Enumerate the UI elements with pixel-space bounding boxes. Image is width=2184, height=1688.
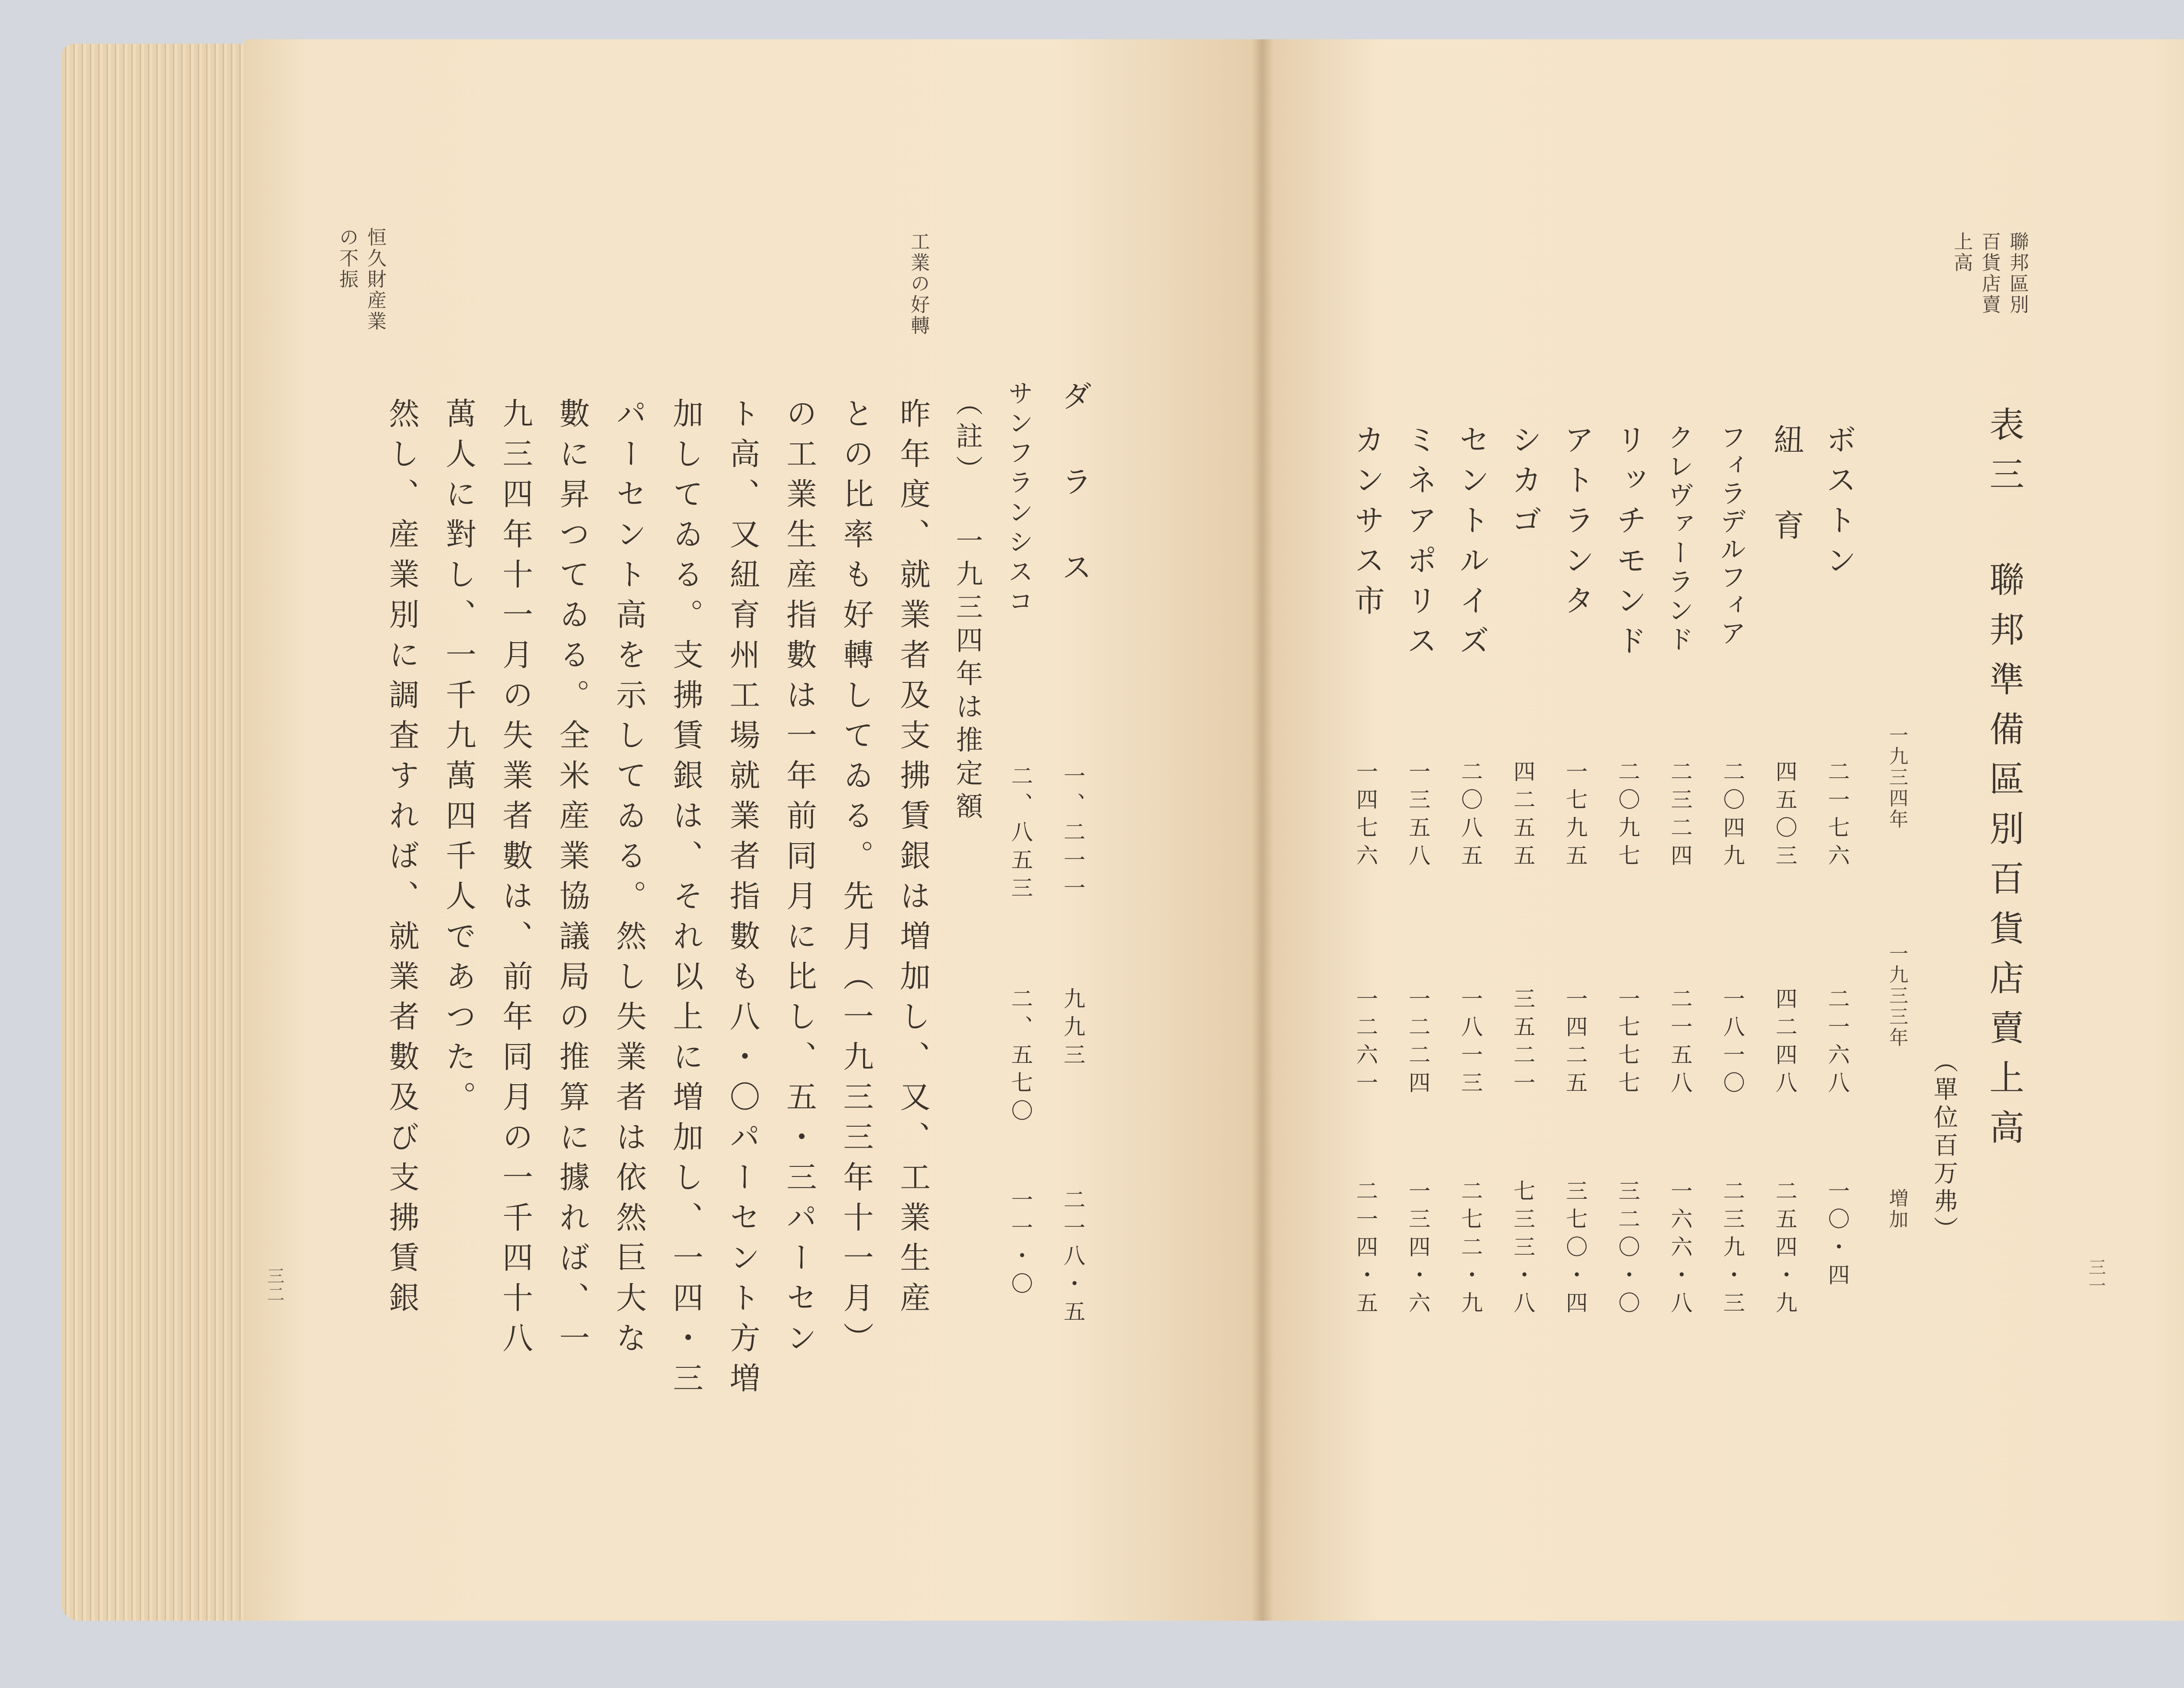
left-row-1-city: ダ ラ ス xyxy=(1057,380,1092,591)
row-7-1934: 四二五五 xyxy=(1510,760,1535,872)
body-line-1: 昨年度、就業者及支拂賃銀は増加し、又、工業生産 xyxy=(895,398,931,1322)
row-10-1933: 一二六一 xyxy=(1353,987,1378,1099)
table-title: 表三 聯邦準備區別百貨店賣上高 xyxy=(1984,406,2024,1159)
row-5-city: リッチモンド xyxy=(1611,424,1647,665)
row-6-increase: 三七〇・四 xyxy=(1562,1180,1588,1319)
row-7-increase: 七三三・八 xyxy=(1510,1180,1535,1319)
row-3-increase: 二三九・三 xyxy=(1720,1180,1745,1319)
row-2-1933: 四二四八 xyxy=(1772,987,1797,1099)
body-line-5: 加してゐる。支拂賃銀は、それ以上に増加し、一四・三 xyxy=(668,398,704,1402)
row-1-1933: 二一六八 xyxy=(1825,987,1850,1099)
left-note: （註） 一九三四年は推定額 xyxy=(951,389,983,825)
row-1-1934: 二一七六 xyxy=(1825,760,1850,872)
left-row-2-increase: 一一・〇 xyxy=(1008,1188,1033,1300)
row-8-1934: 二〇八五 xyxy=(1458,760,1483,872)
row-9-1934: 一三五八 xyxy=(1405,760,1431,872)
left-page-block-edge xyxy=(61,44,253,1621)
row-5-1933: 一七七七 xyxy=(1615,987,1640,1099)
row-8-increase: 二七二・九 xyxy=(1458,1180,1483,1319)
body-line-6: パーセント高を示してゐる。然し失業者は依然巨大な xyxy=(611,398,647,1362)
body-line-3: の工業生産指數は一年前同月に比し、五・三パーセン xyxy=(781,398,817,1362)
row-4-city: クレヴァーランド xyxy=(1663,424,1694,654)
row-6-1933: 一四二五 xyxy=(1562,987,1588,1099)
body-line-10: 然し、産業別に調査すれば、就業者數及び支拂賃銀 xyxy=(384,398,420,1322)
table-unit: （單位百万弗） xyxy=(1930,1048,1958,1244)
row-9-1933: 一二二四 xyxy=(1405,987,1431,1099)
row-3-1934: 二〇四九 xyxy=(1720,760,1745,872)
left-row-2-1933: 二、五七〇 xyxy=(1008,987,1033,1127)
row-4-increase: 一六六・八 xyxy=(1667,1180,1693,1319)
open-book xyxy=(61,26,2184,1651)
row-9-increase: 一三四・六 xyxy=(1405,1180,1431,1319)
right-page-number: 三一 xyxy=(2086,1258,2106,1295)
row-1-city: ボストン xyxy=(1821,424,1857,585)
left-page-number: 三二 xyxy=(264,1267,284,1304)
row-9-city: ミネアポリス xyxy=(1402,424,1438,665)
row-3-1933: 一八一〇 xyxy=(1720,987,1745,1099)
left-row-2-city: サンフランシスコ xyxy=(1004,380,1033,618)
header-1933: 一九三三年 xyxy=(1886,944,1908,1048)
body-line-7: 數に昇つてゐる。全米産業協議局の推算に據れば、一 xyxy=(554,398,590,1362)
row-10-increase: 二一四・五 xyxy=(1353,1180,1378,1319)
row-6-city: アトランタ xyxy=(1559,424,1595,625)
row-2-increase: 二五四・九 xyxy=(1772,1180,1797,1319)
row-8-1933: 一八一三 xyxy=(1458,987,1483,1099)
left-row-1-increase: 二一八・五 xyxy=(1060,1188,1085,1328)
header-1934: 一九三四年 xyxy=(1886,725,1908,830)
row-4-1934: 二三二四 xyxy=(1667,760,1693,872)
row-3-city: フィラデルフィア xyxy=(1716,424,1746,647)
row-1-increase: 一〇・四 xyxy=(1825,1180,1850,1291)
row-8-city: セントルイズ xyxy=(1454,424,1490,665)
left-row-1-1934: 一、二一一 xyxy=(1060,764,1085,904)
margin-note-durable-goods: 恒久財産業の不振 xyxy=(336,227,386,332)
body-line-2: との比率も好轉してゐる。先月（一九三三年十一月） xyxy=(838,398,874,1362)
body-line-4: ト高、又紐育州工場就業者指數も八・〇パーセント方増 xyxy=(725,398,760,1402)
row-6-1934: 一七九五 xyxy=(1562,760,1588,872)
row-4-1933: 二一五八 xyxy=(1667,987,1693,1099)
row-2-city: 紐 育 xyxy=(1769,424,1804,550)
row-7-1933: 三五二一 xyxy=(1510,987,1535,1099)
margin-note-federal-district-sales: 聯邦區別百貨店賣上高 xyxy=(1950,232,2028,315)
row-5-increase: 三二〇・〇 xyxy=(1615,1180,1640,1319)
row-7-city: シカゴ xyxy=(1507,424,1542,544)
row-10-1934: 一四七六 xyxy=(1353,760,1378,872)
row-10-city: カンサス市 xyxy=(1349,424,1385,625)
margin-note-industry-improvement: 工業の好轉 xyxy=(907,232,930,336)
book-gutter xyxy=(1251,39,1273,1621)
body-line-8: 九三四年十一月の失業者數は、前年同月の一千四十八 xyxy=(498,398,533,1362)
row-5-1934: 二〇九七 xyxy=(1615,760,1640,872)
left-row-1-1933: 九九三 xyxy=(1060,987,1085,1071)
row-2-1934: 四五〇三 xyxy=(1772,760,1797,872)
body-line-9: 萬人に對し、一千九萬四千人であつた。 xyxy=(441,398,477,1121)
header-increase: 増加 xyxy=(1886,1188,1908,1230)
left-row-2-1934: 二、八五三 xyxy=(1008,764,1033,904)
